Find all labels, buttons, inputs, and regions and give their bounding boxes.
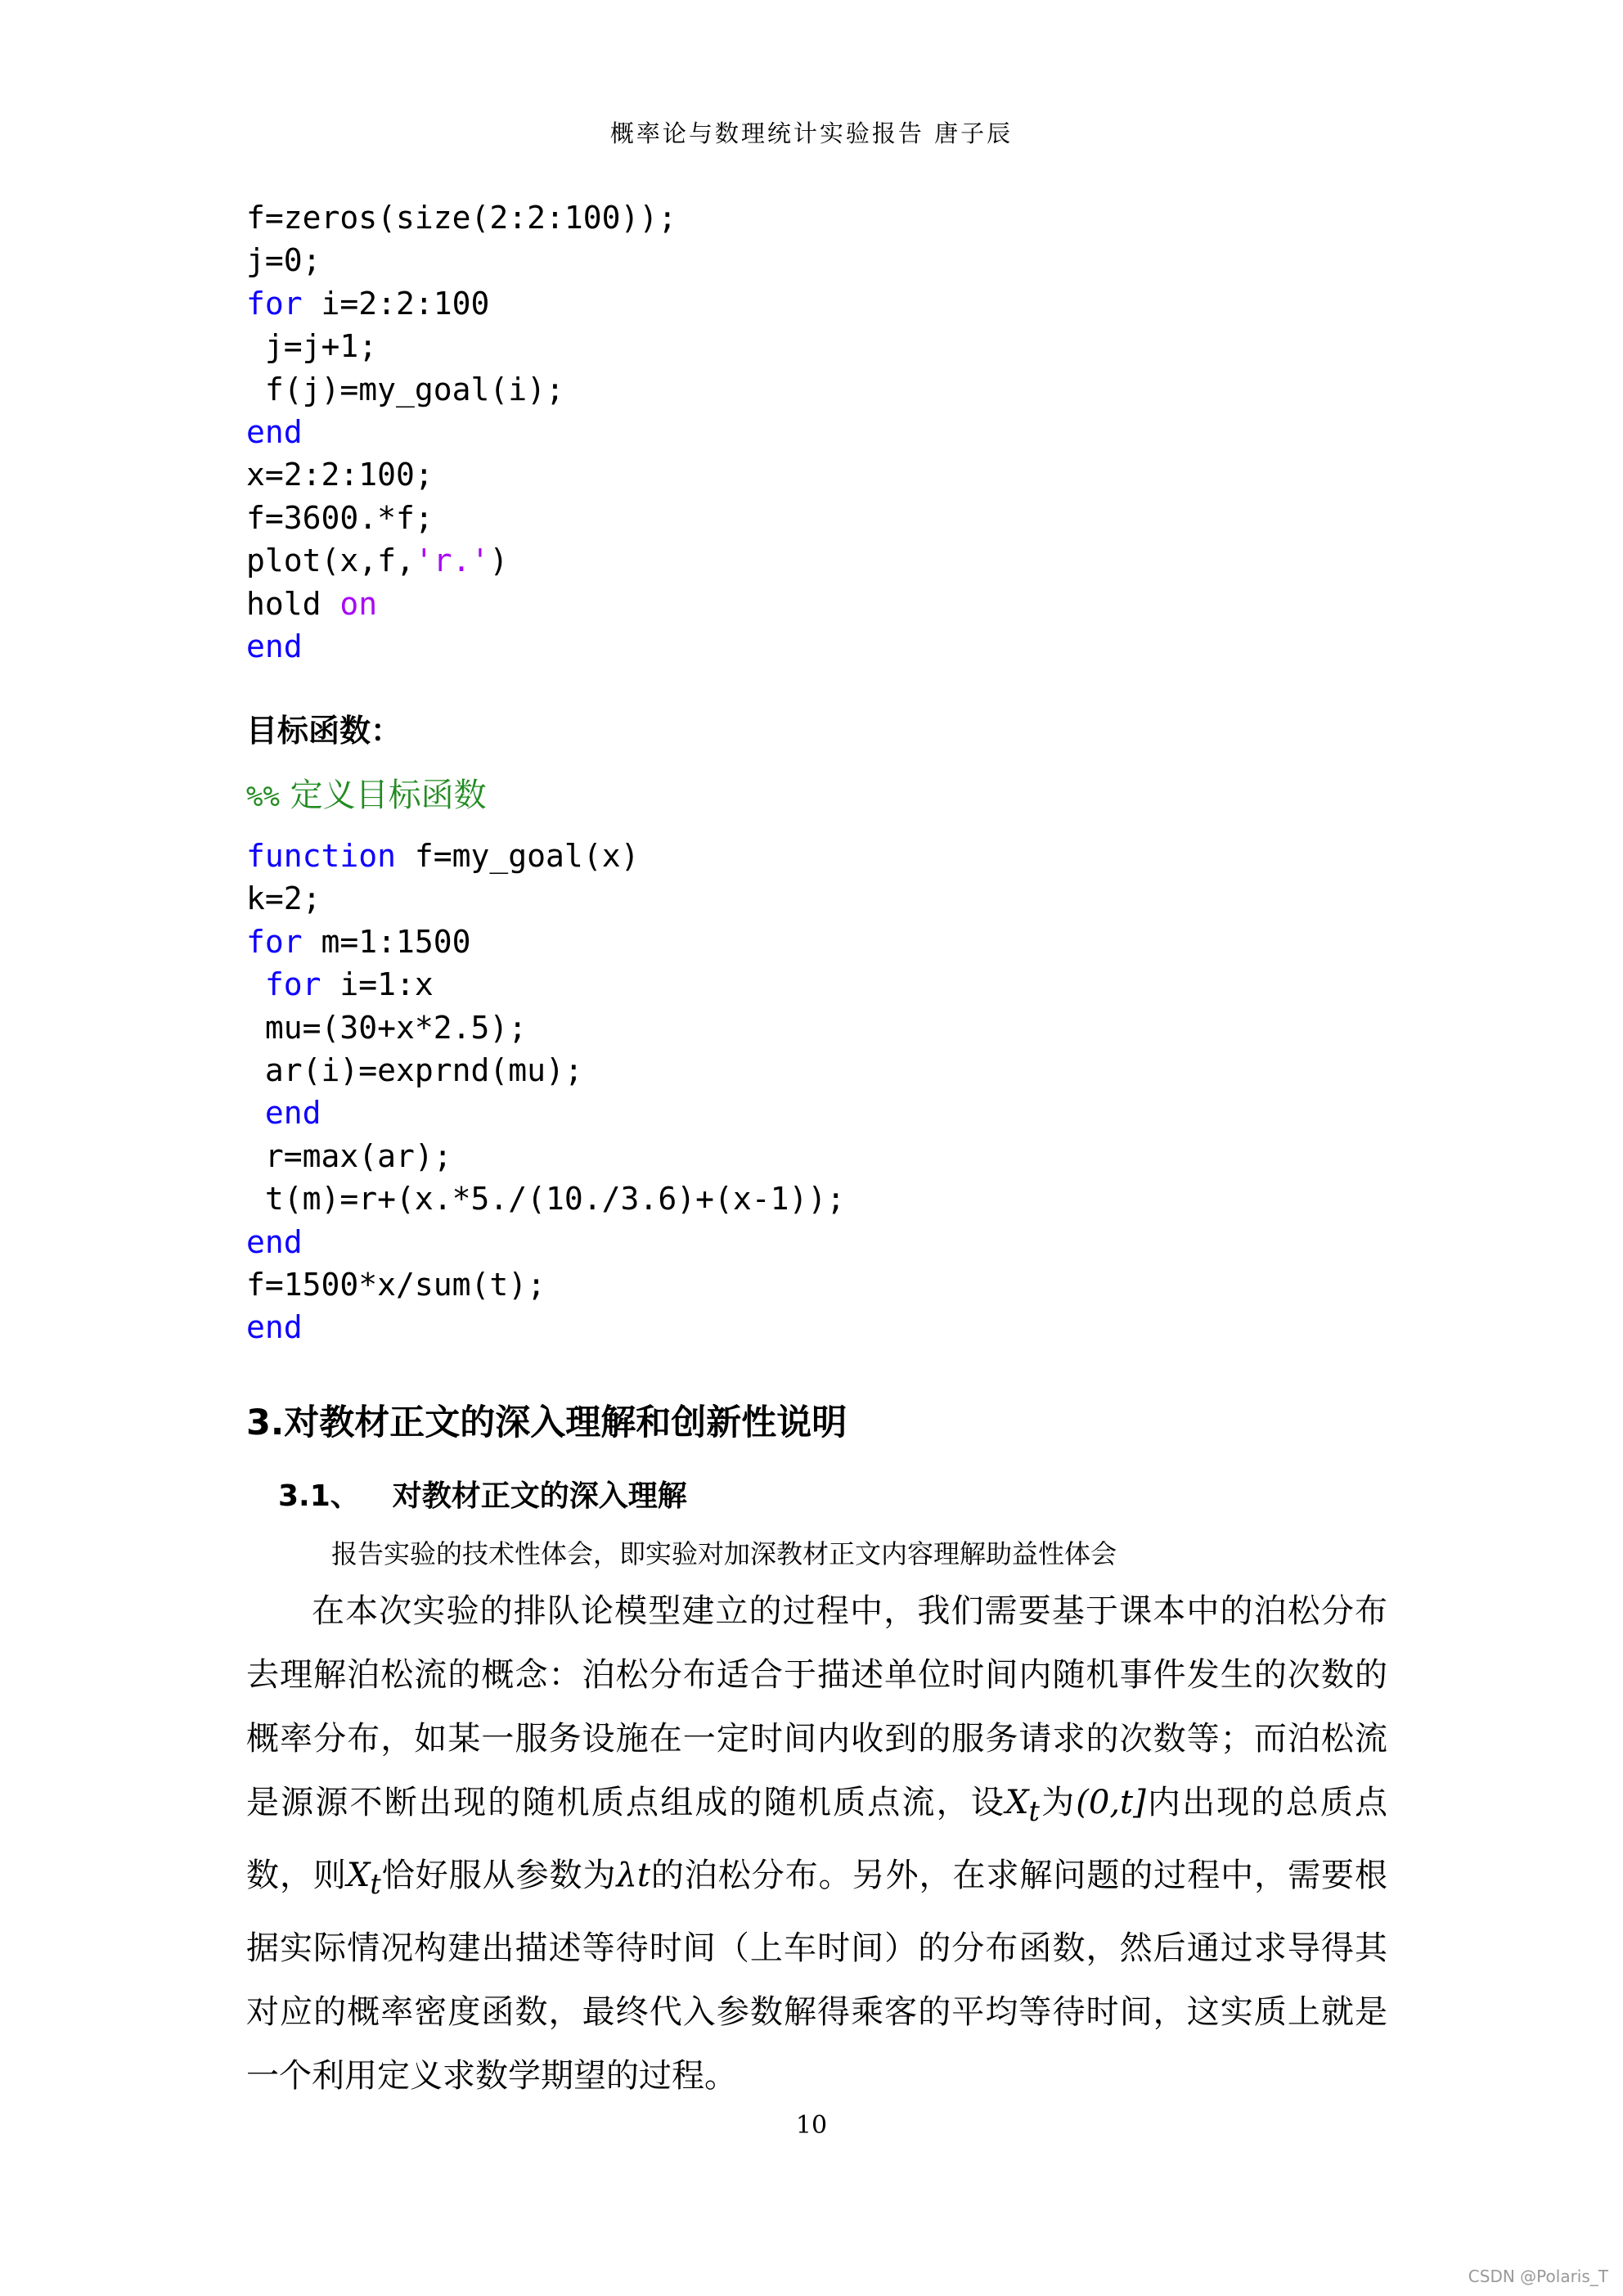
- comment-text: 定义目标函数: [290, 777, 487, 814]
- subsection-title: 对教材正文的深入理解: [392, 1479, 687, 1513]
- subsection-heading: [278, 1473, 687, 1515]
- code-line: [246, 1010, 527, 1046]
- body-paragraph: [246, 1579, 1387, 2108]
- code-token: x=2:2:100;: [246, 457, 434, 493]
- code-line: [246, 1181, 845, 1217]
- code-line: [246, 1309, 303, 1345]
- code-block-main: [246, 196, 677, 668]
- code-keyword: end: [246, 628, 303, 665]
- paragraph-text: [246, 1579, 1387, 2108]
- comment-prefix: %%: [246, 781, 280, 813]
- code-line: [246, 966, 434, 1002]
- code-line: [246, 414, 303, 450]
- code-line: [246, 286, 489, 322]
- code-keyword: for: [246, 923, 303, 960]
- code-line: [246, 457, 434, 493]
- code-token: r=max(ar);: [246, 1137, 452, 1174]
- code-keyword: end: [264, 1095, 321, 1132]
- watermark: CSDN @Polaris_T: [1468, 2267, 1608, 2286]
- code-keyword: end: [246, 414, 303, 451]
- code-token: plot(x,f,: [246, 542, 415, 579]
- code-token: f=zeros(size(2:2:100));: [246, 200, 677, 236]
- code-token: i=1:x: [321, 966, 434, 1003]
- code-line: [246, 542, 508, 579]
- code-line: [246, 880, 321, 916]
- code-token: f=3600.*f;: [246, 499, 434, 536]
- code-line: [246, 628, 303, 664]
- code-token: t(m)=r+(x.*5./(10./3.6)+(x-1));: [246, 1181, 846, 1218]
- code-token: ar(i)=exprnd(mu);: [246, 1052, 583, 1089]
- code-token: j=0;: [246, 242, 321, 279]
- math-Xt-2: $X_t$: [346, 1857, 381, 1900]
- code-token: k=2;: [246, 880, 321, 917]
- code-token: m=1:1500: [302, 923, 471, 960]
- code-keyword: end: [246, 1223, 303, 1260]
- page-number: 10: [795, 2111, 828, 2140]
- math-Xt-1: $X_t$: [1005, 1784, 1040, 1827]
- code-line: [246, 1052, 583, 1088]
- code-token: f=1500*x/sum(t);: [246, 1267, 546, 1303]
- code-line: [246, 371, 564, 407]
- code-keyword: end: [246, 1309, 303, 1346]
- para-part-4: 恰好服从参数为: [380, 1857, 617, 1894]
- running-header: 概率论与数理统计实验报告 唐子辰: [609, 119, 1014, 147]
- para-part-5: 的泊松分布。另外，在求解问题的过程中，需要根据实际情况构建出描述等待时间（上车时间）的分布函数，然后通过求导得其对应的概率密度函数，最终代入参数解得乘客的平均等待时间，这实质上就是一个利用定义求数学期望的过程。: [246, 1857, 1388, 2095]
- code-token: f(j)=my_goal(i);: [246, 371, 564, 407]
- code-keyword: for: [264, 966, 321, 1003]
- code-token: ): [489, 542, 509, 579]
- para-part-2: 为: [1039, 1784, 1077, 1821]
- code-comment: [246, 769, 487, 816]
- code-token: f=my_goal(x): [396, 838, 640, 874]
- code-token: i=2:2:100: [302, 285, 490, 322]
- para-part-1: 在本次实验的排队论模型建立的过程中，我们需要基于课本中的泊松分布去理解泊松流的概念：泊松分布适合于描述单位时间内随机事件发生的次数的概率分布，如某一服务设施在一定时间内收到的服务请求的次数等；而泊松流是源源不断出现的随机质点组成的随机质点流，设: [246, 1592, 1387, 1821]
- code-line: [246, 1267, 546, 1303]
- code-line: [246, 242, 321, 278]
- code-token: [246, 966, 265, 1002]
- math-interval: (0,t]: [1076, 1784, 1146, 1821]
- code-keyword: for: [246, 285, 303, 322]
- code-token: hold: [246, 585, 340, 622]
- subsection-number: 3.1、: [278, 1479, 360, 1513]
- section-heading: 3.对教材正文的深入理解和创新性说明: [246, 1402, 847, 1443]
- code-line: [246, 924, 471, 960]
- code-line: [246, 1138, 452, 1174]
- code-keyword: function: [246, 838, 397, 874]
- code-token: [246, 1095, 265, 1131]
- code-line: [246, 1095, 321, 1131]
- code-token: mu=(30+x*2.5);: [246, 1009, 528, 1046]
- code-line: [246, 500, 434, 536]
- code-line: [246, 838, 639, 874]
- section-label: 目标函数：: [246, 713, 402, 749]
- code-string: on: [339, 585, 378, 622]
- code-string: 'r.': [414, 542, 490, 579]
- code-line: [246, 586, 377, 622]
- code-line: [246, 1224, 303, 1260]
- code-token: j=j+1;: [246, 328, 378, 365]
- para-part-3: 内出现的总质点数，则: [246, 1784, 1388, 1894]
- code-line: [246, 200, 677, 236]
- code-block-goal-function: [246, 835, 845, 1349]
- math-lambda-t: λt: [616, 1857, 650, 1894]
- code-line: [246, 328, 377, 364]
- instruction-note: 报告实验的技术性体会，即实验对加深教材正文内容理解助益性体会: [331, 1538, 1117, 1569]
